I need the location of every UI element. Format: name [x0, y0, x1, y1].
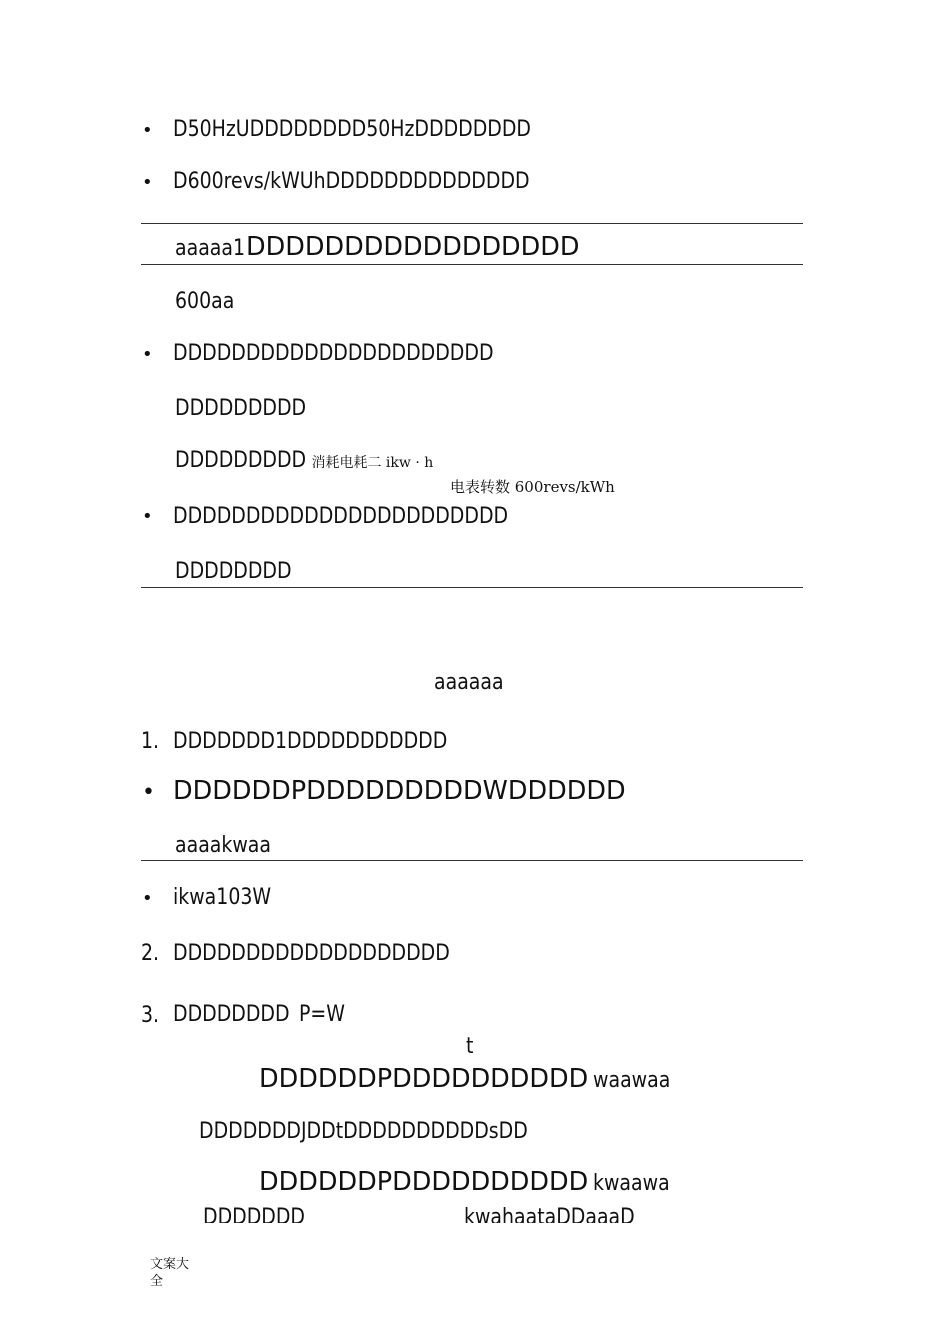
- text-line-10: DDDDDDDD: [175, 559, 292, 584]
- horizontal-rule: [141, 587, 803, 588]
- bullet-line-13: ikwa103W: [173, 885, 272, 910]
- text-line-7: DDDDDDDDD 消耗电耗二 ikw · h: [175, 448, 434, 473]
- text-line-18-right: kwahaataDDaaaD: [464, 1205, 635, 1223]
- text-line-16: DDDDDDDJDDtDDDDDDDDDDsDD: [199, 1119, 528, 1144]
- numbered-item-2: DDDDDDDDDDDDDDDDDDD: [173, 941, 450, 966]
- numbered-item-1: DDDDDDD1DDDDDDDDDDD: [173, 729, 448, 754]
- formula-annotation: 电表转数 600revs/kWh: [450, 478, 615, 496]
- bullet-line-1: D50HzUDDDDDDDD50HzDDDDDDDD: [173, 117, 531, 142]
- bullet-line-9: DDDDDDDDDDDDDDDDDDDDDDD: [173, 504, 509, 529]
- list-number: 1.: [141, 729, 160, 754]
- formula-denominator: t: [466, 1034, 474, 1059]
- text-line-17: DDDDDDPDDDDDDDDDD kwaawa: [259, 1167, 670, 1197]
- text-line-12: aaaakwaa: [175, 833, 271, 858]
- text-line-4: 600aa: [175, 289, 235, 314]
- text-line-18-left: DDDDDDD: [203, 1205, 305, 1223]
- horizontal-rule: [141, 264, 803, 265]
- horizontal-rule: [141, 860, 803, 861]
- text-line-6: DDDDDDDDD: [175, 396, 307, 421]
- bullet-marker: •: [142, 888, 153, 909]
- bullet-line-11: DDDDDDPDDDDDDDDDWDDDDDD: [173, 776, 626, 806]
- text-line-3: aaaaa1DDDDDDDDDDDDDDDDD: [175, 232, 580, 262]
- footer-watermark: 文案大全: [150, 1257, 190, 1289]
- bullet-marker: •: [142, 120, 153, 141]
- horizontal-rule: [141, 223, 803, 224]
- bullet-marker: •: [142, 780, 155, 805]
- bullet-marker: •: [142, 344, 153, 365]
- bullet-line-2: D600revs/kWUhDDDDDDDDDDDDDD: [173, 169, 530, 194]
- list-number: 2.: [141, 941, 160, 966]
- bullet-marker: •: [142, 506, 153, 527]
- numbered-item-3: DDDDDDDD P=W: [173, 1002, 345, 1027]
- section-heading: aaaaaa: [434, 670, 504, 695]
- text-line-15: DDDDDDPDDDDDDDDDD waawaa: [259, 1064, 671, 1094]
- bullet-marker: •: [142, 172, 153, 193]
- bullet-line-5: DDDDDDDDDDDDDDDDDDDDDD: [173, 341, 494, 366]
- list-number: 3.: [141, 1003, 160, 1028]
- clipped-line-container: [0, 1205, 950, 1223]
